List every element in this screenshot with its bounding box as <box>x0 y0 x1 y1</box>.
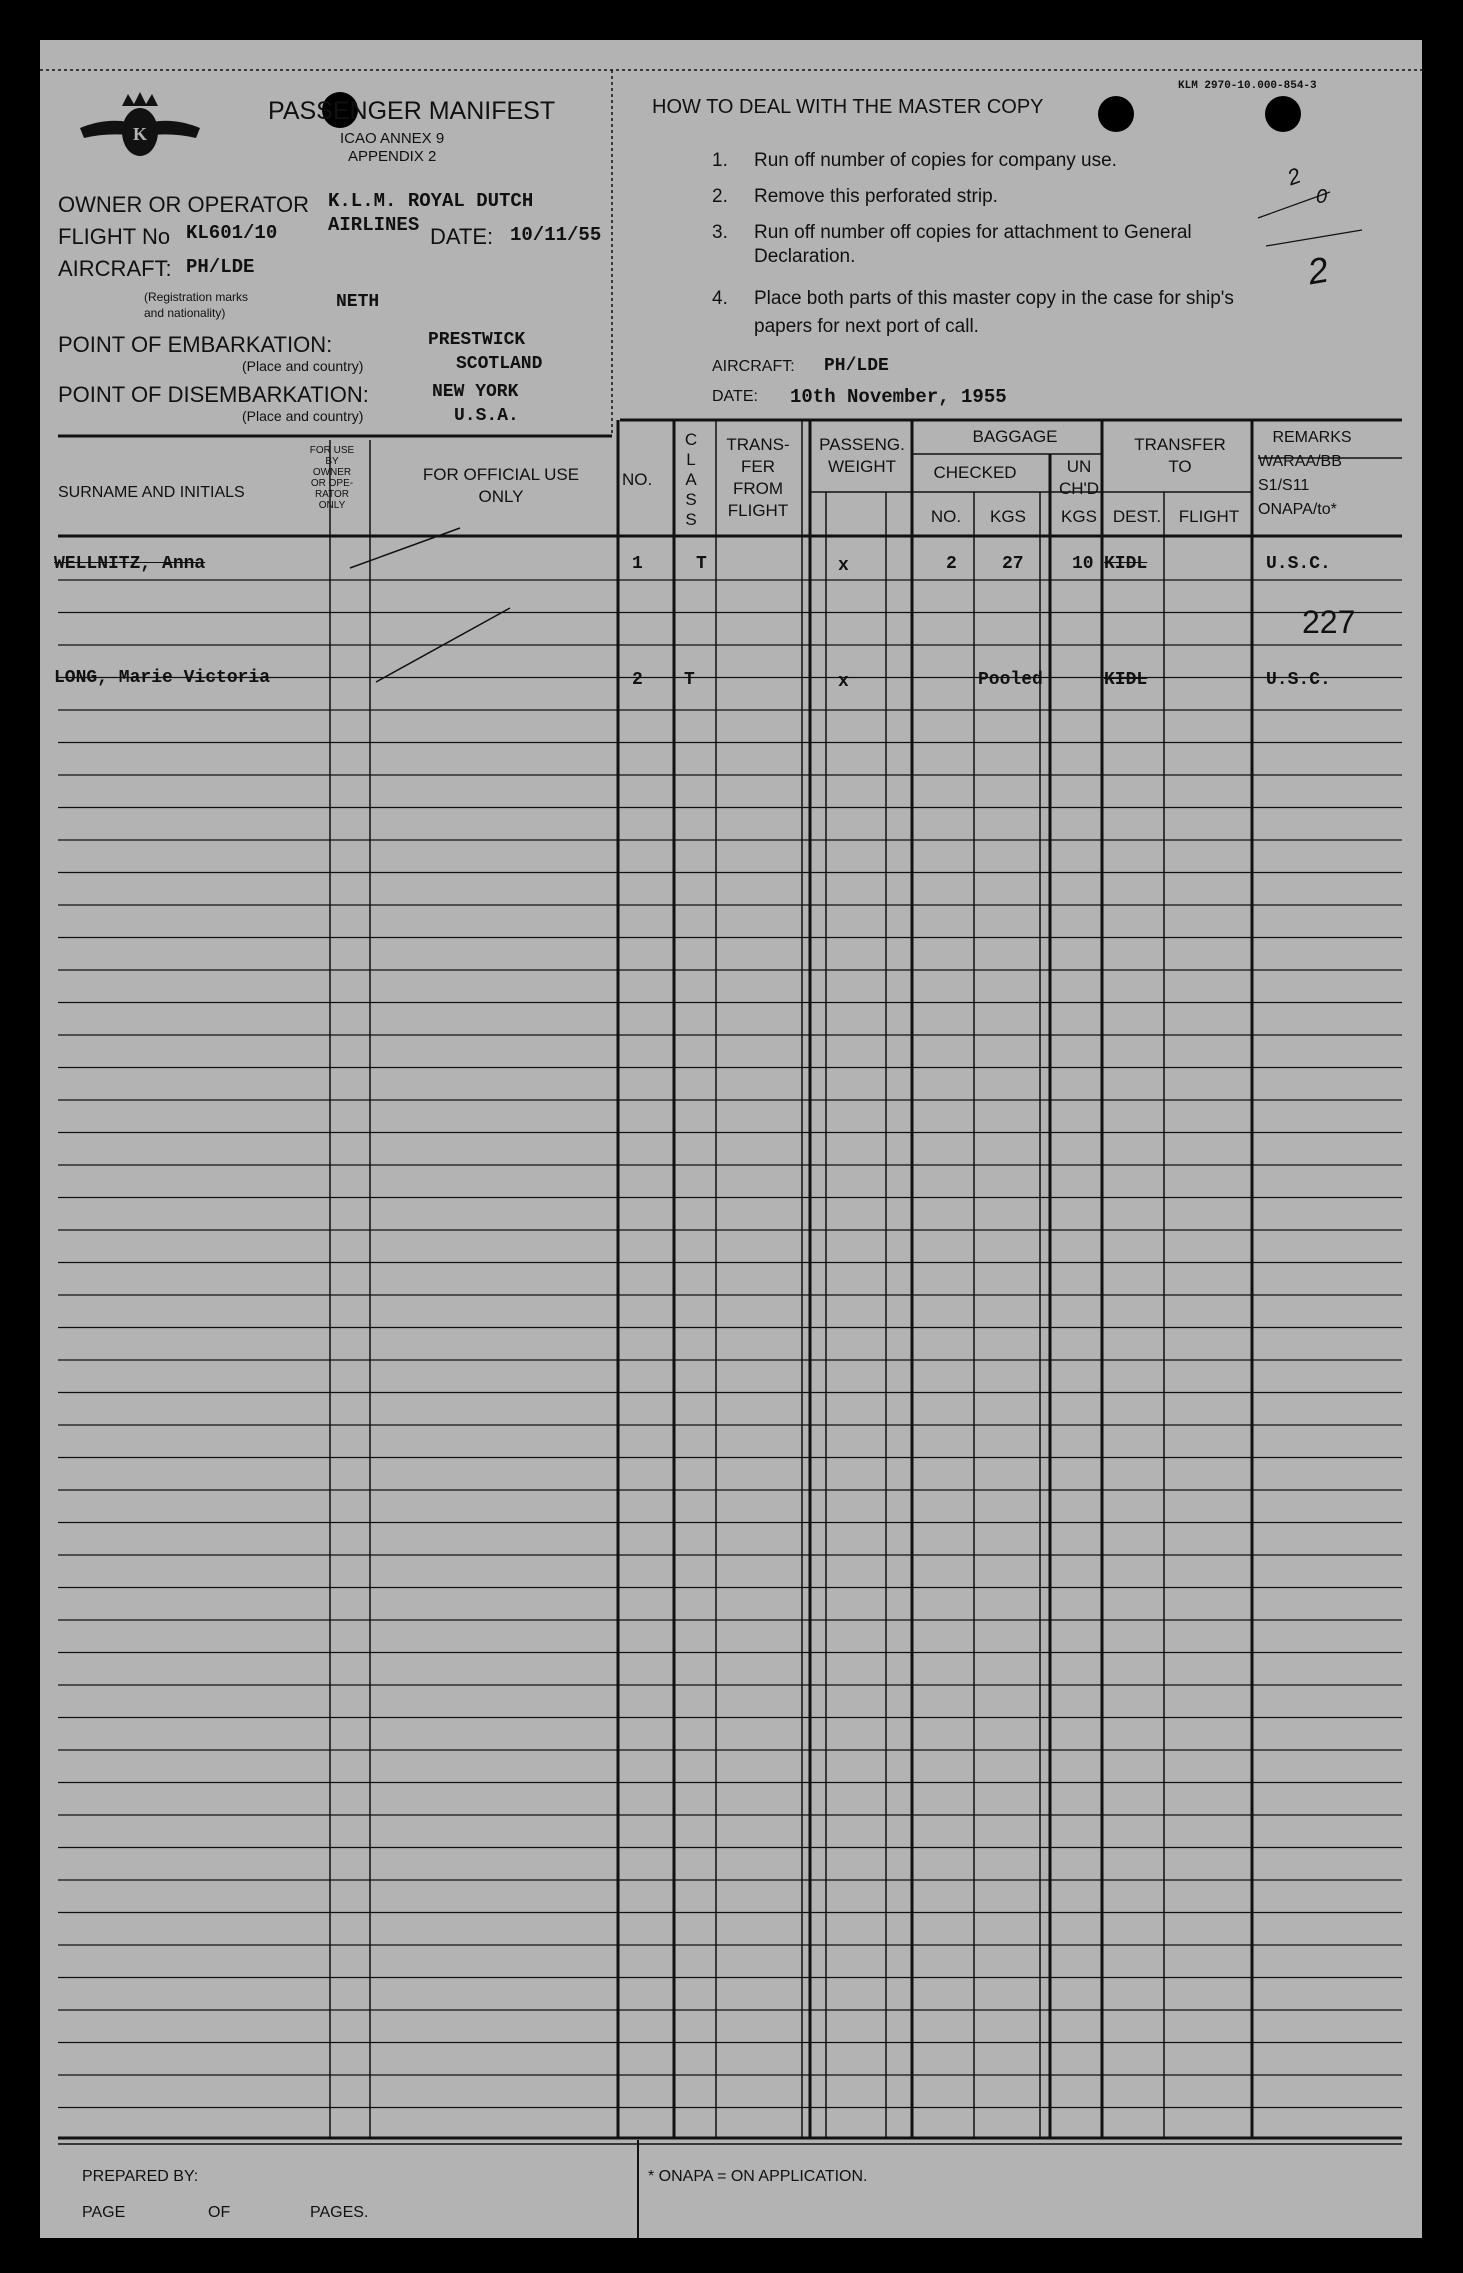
passenger-weight: x <box>838 556 849 576</box>
owner-value: K.L.M. ROYAL DUTCH <box>328 190 534 212</box>
passenger-class: T <box>684 670 695 690</box>
instruction-number: 3. <box>712 222 728 243</box>
col-header-transfer-from: TRANS- FER FROM FLIGHT <box>726 435 790 520</box>
col-header-bag-no: NO. <box>930 507 962 526</box>
col-header-for-use-by: FOR USE BY OWNER OR OPE- RATOR ONLY <box>309 445 355 511</box>
baggage-note: Pooled <box>978 670 1043 690</box>
instruction-number: 1. <box>712 150 728 171</box>
punch-hole <box>1265 96 1301 132</box>
col-header-surname: SURNAME AND INITIALS <box>58 484 245 501</box>
transfer-dest: KIDL <box>1104 670 1148 690</box>
instructions-heading: HOW TO DEAL WITH THE MASTER COPY <box>652 96 1044 118</box>
title-subtitle-1: ICAO ANNEX 9 <box>340 130 445 147</box>
registration-note: (Registration marks <box>144 290 249 304</box>
aircraft-label: AIRCRAFT: <box>58 256 172 281</box>
col-header-checked: CHECKED <box>933 463 1017 482</box>
embarkation-label: POINT OF EMBARKATION: <box>58 332 333 357</box>
handwritten-mark: 2 <box>1304 248 1332 293</box>
col-header-baggage: BAGGAGE <box>972 427 1058 446</box>
flight-date-label: DATE: <box>430 224 494 249</box>
title-subtitle-2: APPENDIX 2 <box>348 148 437 165</box>
passenger-remarks: U.S.C. <box>1266 554 1331 574</box>
instruction-text: Remove this perforated strip. <box>754 186 998 207</box>
embarkation-note: (Place and country) <box>242 358 364 374</box>
passenger-name: LONG, Marie Victoria <box>54 668 271 688</box>
handwritten-mark: 0 <box>1316 186 1328 208</box>
prepared-by-label: PREPARED BY: <box>82 2168 199 2185</box>
instruction-text: Run off number of copies for company use. <box>754 150 1117 171</box>
instructions-date-label: DATE: <box>712 388 758 405</box>
col-header-unchecked-kgs: KGS <box>1061 507 1097 526</box>
instruction-text-cont: Declaration. <box>754 246 856 267</box>
handwritten-page-total: 227 <box>1302 604 1356 640</box>
disembarkation-label: POINT OF DISEMBARKATION: <box>58 382 369 407</box>
instruction-text: Place both parts of this master copy in the case for ship's <box>754 288 1234 309</box>
aircraft-nationality: NETH <box>336 292 380 312</box>
handwritten-mark: 2 <box>1283 162 1304 191</box>
aircraft-value: PH/LDE <box>186 256 255 278</box>
punch-hole <box>1098 96 1134 132</box>
unchecked-kgs: 10 <box>1072 554 1094 574</box>
owner-value-2: AIRLINES <box>328 214 420 236</box>
passenger-name: WELLNITZ, Anna <box>54 554 206 574</box>
col-header-official: FOR OFFICIAL USE ONLY <box>422 465 580 506</box>
svg-text:K: K <box>132 124 148 144</box>
flight-number: KL601/10 <box>186 222 278 244</box>
flight-label: FLIGHT No <box>58 224 171 249</box>
registration-note-2: and nationality) <box>144 306 226 320</box>
passenger-class: T <box>696 554 707 574</box>
instructions-date-value: 10th November, 1955 <box>790 386 1007 408</box>
page-title: PASSENGER MANIFEST <box>268 97 556 125</box>
passenger-remarks: U.S.C. <box>1266 670 1331 690</box>
col-header-unchecked: UN CH'D <box>1058 457 1100 498</box>
col-header-weight: PASSENG. WEIGHT <box>819 435 905 476</box>
col-header-no: NO. <box>622 470 653 489</box>
col-header-bag-kgs: KGS <box>990 507 1026 526</box>
pen-stroke <box>1266 230 1362 246</box>
baggage-kgs: 27 <box>1002 554 1024 574</box>
col-header-transfer-flight: FLIGHT <box>1178 507 1240 526</box>
passenger-no: 2 <box>632 670 643 690</box>
page-label: PAGE <box>82 2204 126 2221</box>
klm-logo-icon <box>70 88 210 168</box>
instruction-text: Run off number off copies for attachment to General <box>754 222 1192 243</box>
passenger-no: 1 <box>632 554 643 574</box>
col-header-class: C L A S S <box>684 430 698 529</box>
onapa-footnote: * ONAPA = ON APPLICATION. <box>648 2168 868 2185</box>
manifest-sheet <box>40 40 1422 2238</box>
instructions-aircraft-value: PH/LDE <box>824 356 889 376</box>
flight-date: 10/11/55 <box>510 224 602 246</box>
disembarkation-value: NEW YORK <box>432 382 519 402</box>
baggage-count: 2 <box>946 554 957 574</box>
embarkation-value: PRESTWICK <box>428 330 526 350</box>
transfer-dest: KIDL <box>1104 554 1148 574</box>
instruction-number: 4. <box>712 288 728 309</box>
disembarkation-note: (Place and country) <box>242 408 364 424</box>
pages-label: PAGES. <box>310 2204 369 2221</box>
instruction-text-cont: papers for next port of call. <box>754 316 979 337</box>
instruction-number: 2. <box>712 186 728 207</box>
disembarkation-value-2: U.S.A. <box>454 406 519 426</box>
passenger-weight: x <box>838 672 849 692</box>
instructions-aircraft-label: AIRCRAFT: <box>712 358 795 375</box>
form-code: KLM 2970-10.000-854-3 <box>1178 80 1317 92</box>
pen-stroke <box>350 528 460 568</box>
col-header-transfer-to: TRANSFER TO <box>1134 435 1226 476</box>
of-label: OF <box>208 2204 231 2221</box>
col-header-remarks: REMARKS WARAA/BB S1/S11 ONAPA/to* <box>1258 429 1352 518</box>
owner-label: OWNER OR OPERATOR <box>58 192 309 217</box>
col-header-dest: DEST. <box>1112 507 1162 526</box>
embarkation-value-2: SCOTLAND <box>456 354 543 374</box>
